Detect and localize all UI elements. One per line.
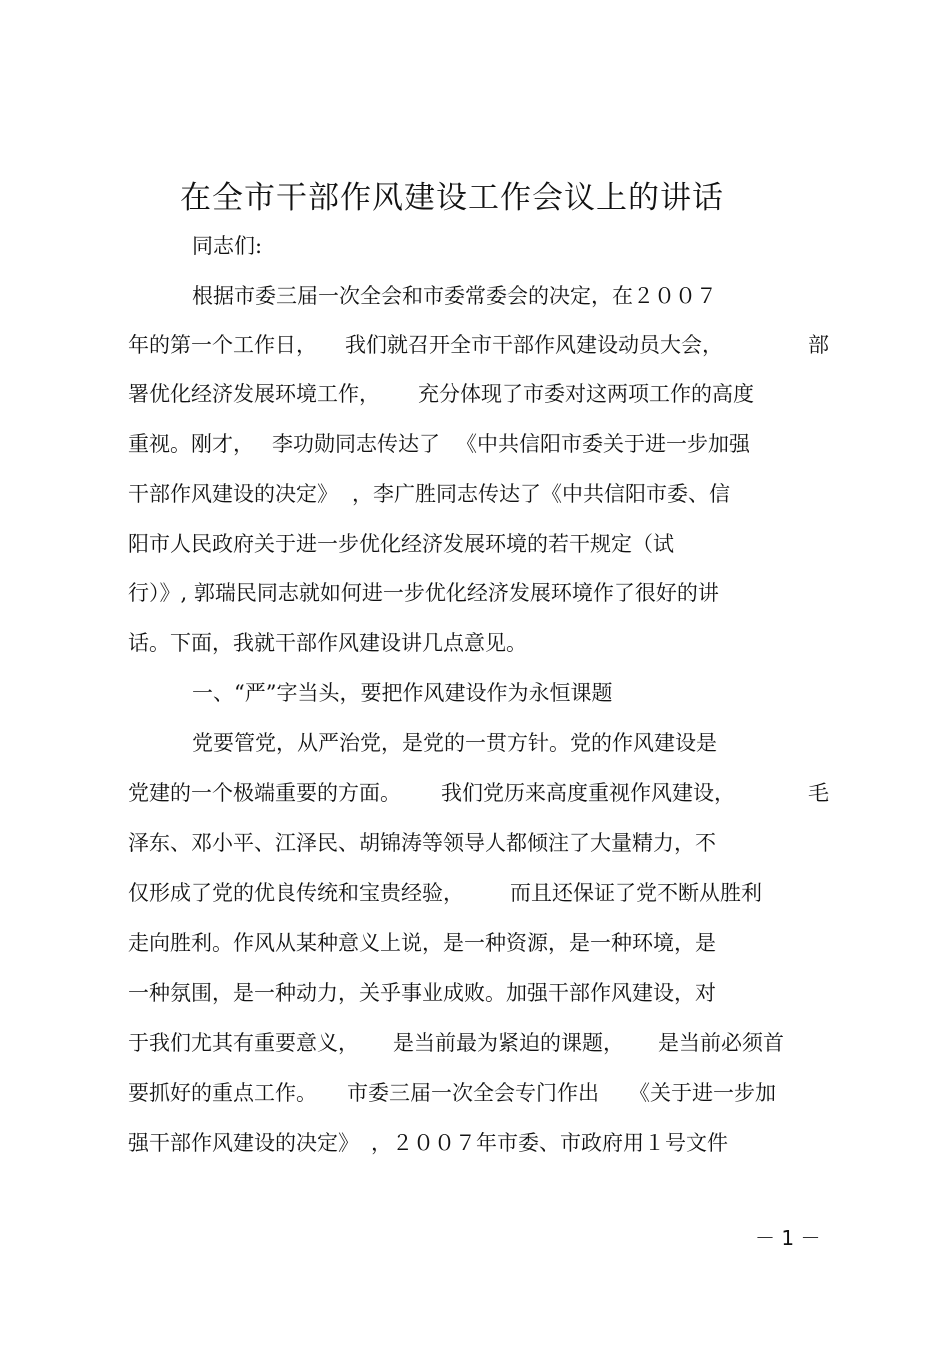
body-line-11-end: 毛 [808,781,829,805]
body-line-8: 话。下面，我就干部作风建设讲几点意见。 [128,631,527,655]
body-line-18-part-1: 强干部作风建设的决定》 [128,1131,359,1155]
body-line-3-part-1: 署优化经济发展环境工作， [128,382,380,406]
body-line-5-part-2: ，李广胜同志传达了《中共信阳市委、信 [352,482,730,506]
body-line-10: 党要管党，从严治党，是党的一贯方针。党的作风建设是 [192,731,717,755]
body-line-2-end: 部 [808,333,829,357]
body-line-4 [128,430,750,458]
body-line-17-part-3: 《关于进一步加 [629,1081,776,1105]
body-line-6: 阳市人民政府关于进一步优化经济发展环境的若干规定（试 [128,532,674,556]
body-line-11-part-1: 党建的一个极端重要的方面。 [128,781,401,805]
body-line-4-part-1: 重视。刚才， [128,432,254,456]
body-line-5-part-1: 干部作风建设的决定》 [128,482,338,506]
body-line-17-part-2: 市委三届一次全会专门作出 [347,1081,599,1105]
body-line-16-part-1: 于我们尤其有重要意义， [128,1031,359,1055]
body-line-16-part-2: 是当前最为紧迫的课题， [393,1031,624,1055]
greeting: 同志们: [192,234,263,258]
body-line-13-part-1: 仅形成了党的优良传统和宝贵经验， [128,881,464,905]
body-line-14: 走向胜利。作风从某种意义上说，是一种资源，是一种环境，是 [128,931,716,955]
body-line-7: 行）》, 郭瑞民同志就如何进一步优化经济发展环境作了很好的讲 [128,581,719,605]
body-line-15: 一种氛围，是一种动力，关乎事业成败。加强干部作风建设，对 [128,981,716,1005]
body-line-1: 根据市委三届一次全会和市委常委会的决定，在２００７ [192,284,717,308]
body-line-18 [128,1129,728,1157]
section-heading-1: 一、“严”字当头，要把作风建设作为永恒课题 [192,681,613,705]
body-line-13-part-2: 而且还保证了党不断从胜利 [510,881,762,905]
body-line-2 [128,331,723,359]
body-line-16-part-3: 是当前必须首 [658,1031,784,1055]
body-line-18-part-2: ，２００７年市委、市政府用１号文件 [371,1131,728,1155]
document-title: 在全市干部作风建设工作会议上的讲话 [180,180,724,216]
body-line-11 [128,779,735,807]
body-line-5 [128,480,730,508]
body-line-3 [128,380,754,408]
body-line-3-part-2: 充分体现了市委对这两项工作的高度 [418,382,754,406]
body-line-4-part-2: 李功勋同志传达了 [272,432,440,456]
page-number: － 1 － [755,1226,821,1250]
body-line-12: 泽东、邓小平、江泽民、胡锦涛等领导人都倾注了大量精力，不 [128,831,716,855]
body-line-13 [128,879,762,907]
body-line-2-part-1: 年的第一个工作日， [128,333,317,357]
body-line-17-part-1: 要抓好的重点工作。 [128,1081,317,1105]
body-line-2-part-2: 我们就召开全市干部作风建设动员大会， [345,333,723,357]
body-line-16 [128,1029,784,1057]
body-line-11-part-2: 我们党历来高度重视作风建设， [441,781,735,805]
body-line-4-part-3: 《中共信阳市委关于进一步加强 [456,432,750,456]
body-line-17 [128,1079,776,1107]
